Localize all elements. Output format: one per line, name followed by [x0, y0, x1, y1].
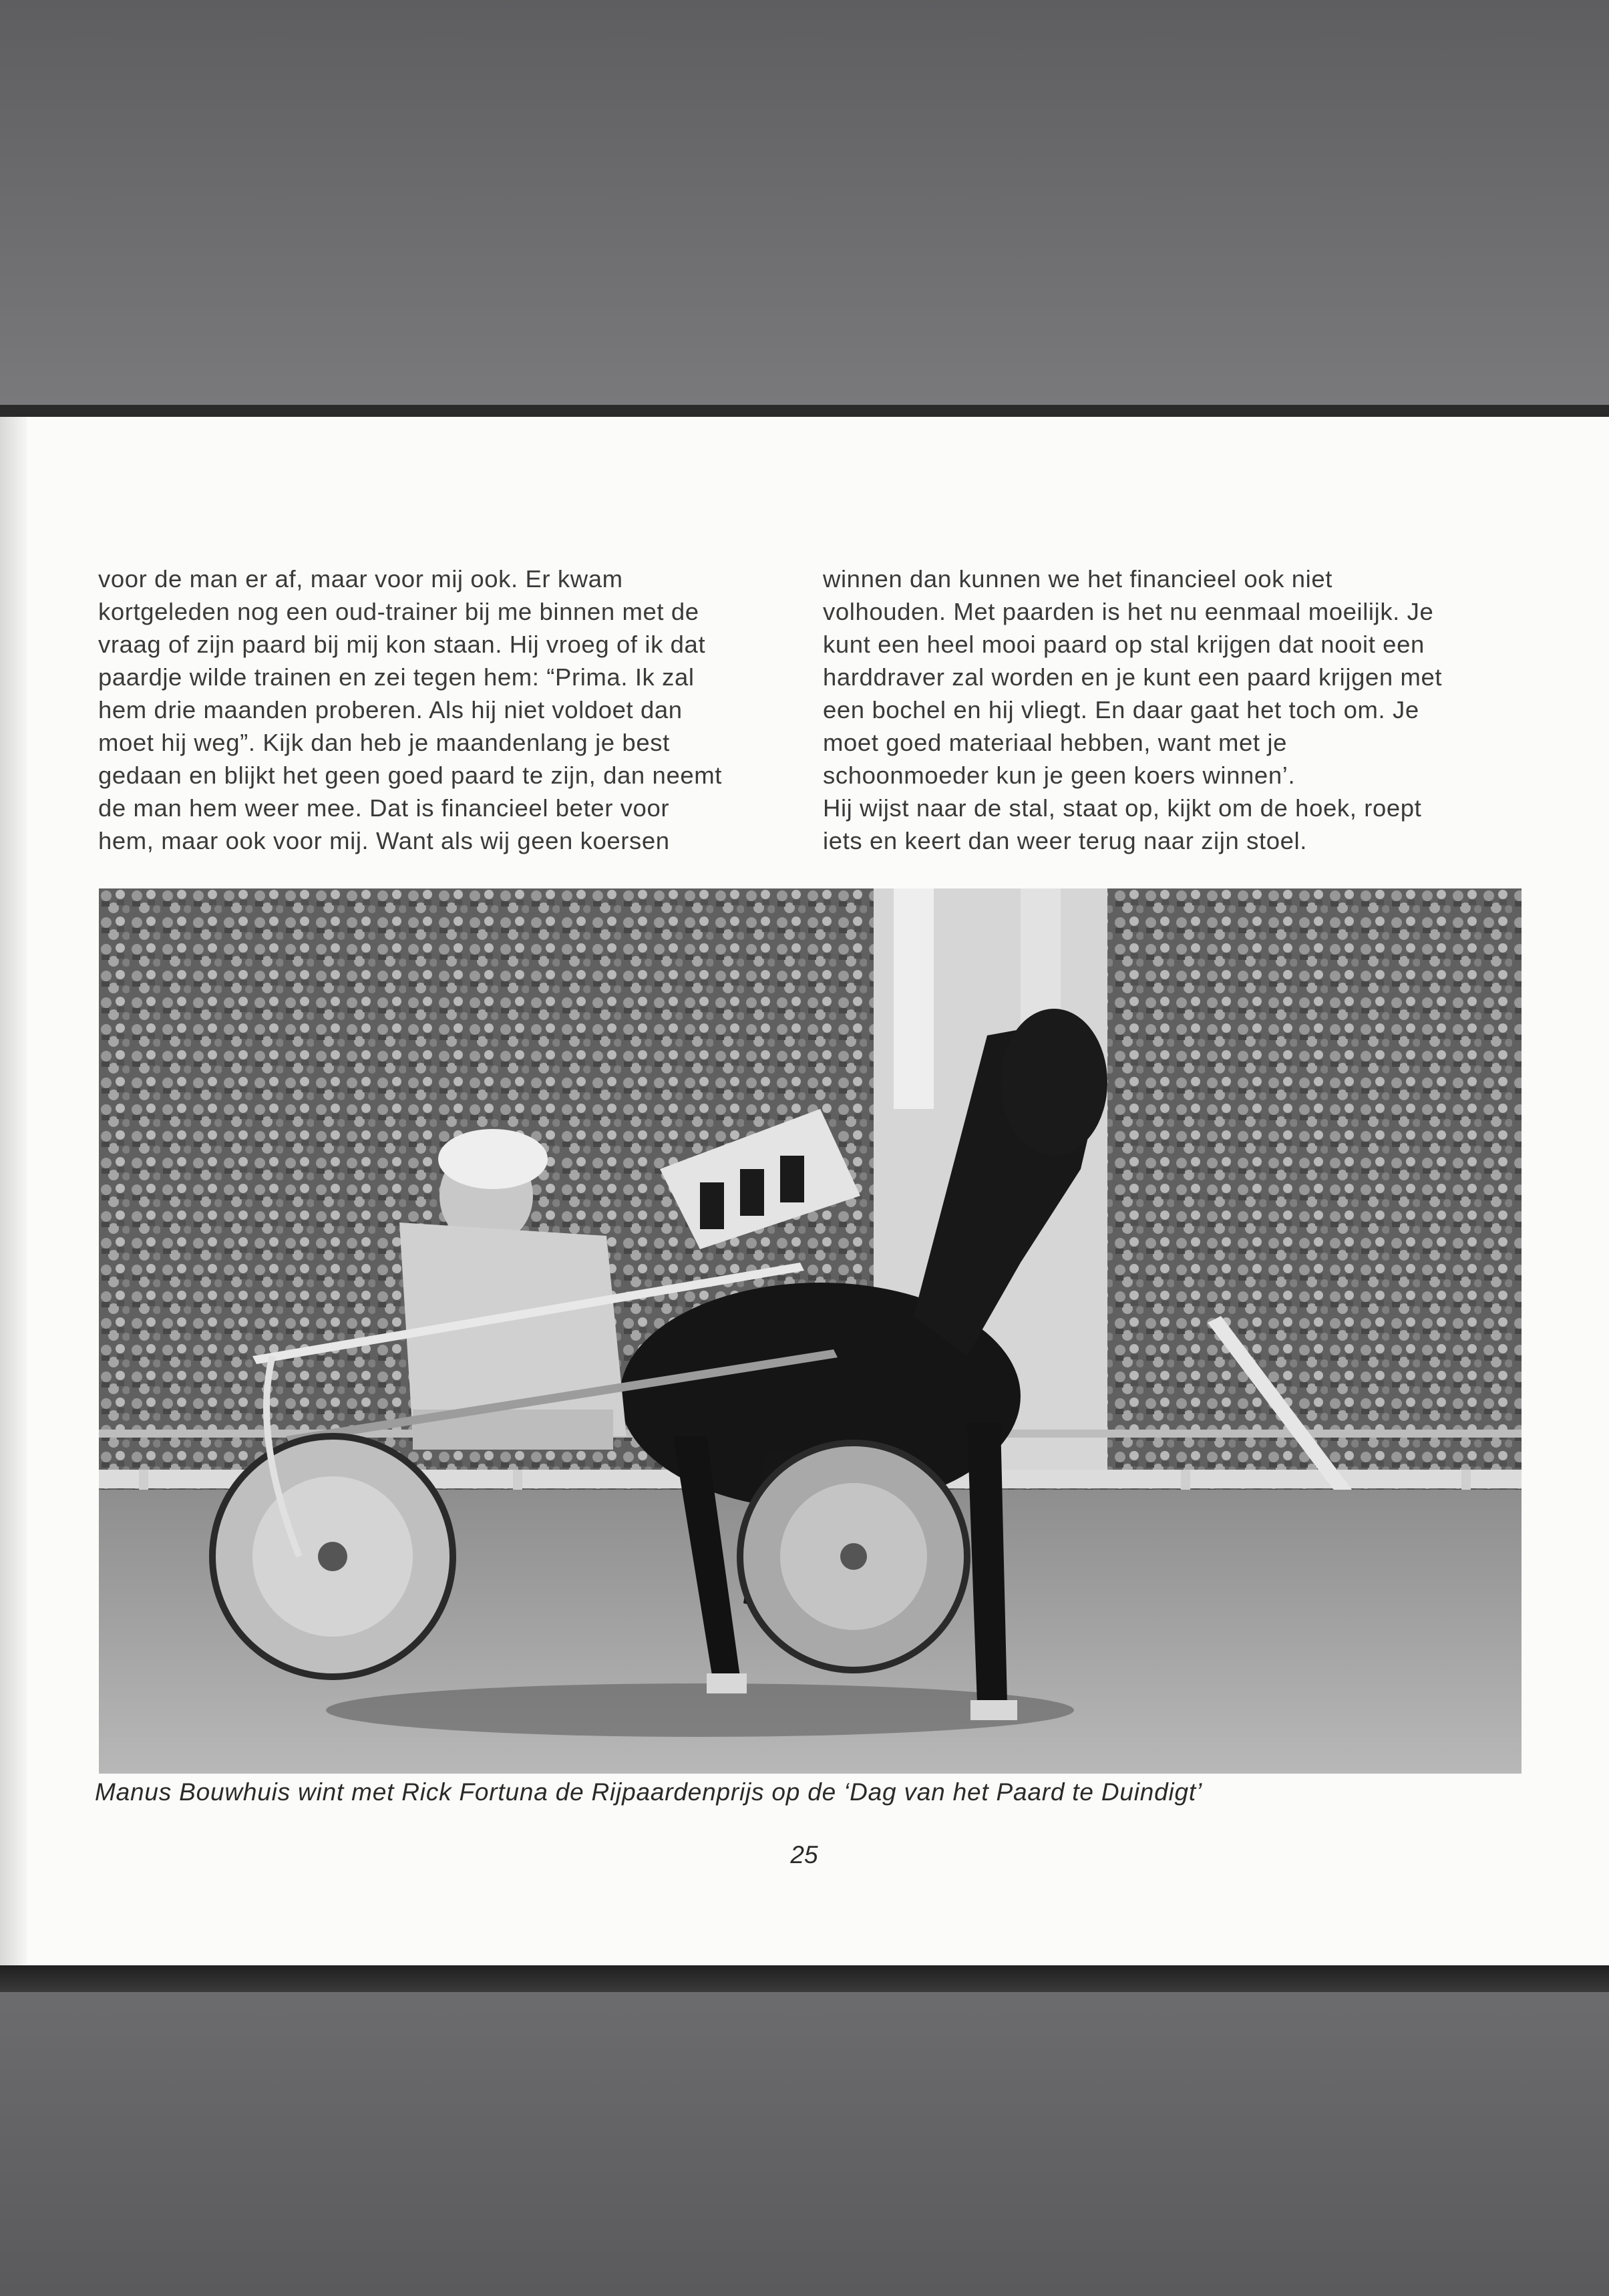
text-line: de man hem weer mee. Dat is financieel beter voor — [98, 794, 670, 822]
text-line: vraag of zijn paard bij mij kon staan. Hij vroeg of ik dat — [98, 631, 706, 658]
background-top — [0, 0, 1609, 416]
text-line: gedaan en blijkt het geen goed paard te zijn, dan neemt — [98, 762, 723, 789]
text-line: hem drie maanden proberen. Als hij niet voldoet dan — [98, 696, 683, 723]
race-photo — [99, 888, 1522, 1774]
text-line: hem, maar ook voor mij. Want als wij geen koersen — [98, 827, 670, 854]
text-line: een bochel en hij vliegt. En daar gaat het toch om. Je — [823, 696, 1419, 723]
text-line: Hij wijst naar de stal, staat op, kijkt om de hoek, roept — [823, 794, 1422, 822]
background-bottom — [0, 1991, 1609, 2296]
text-line: moet hij weg”. Kijk dan heb je maandenlang je best — [98, 729, 670, 756]
photo-caption: Manus Bouwhuis wint met Rick Fortuna de Rijpaardenprijs op de ‘Dag van het Paard te Duindigt’ — [95, 1778, 1203, 1806]
text-line: moet goed materiaal hebben, want met je — [823, 729, 1287, 756]
text-line: winnen dan kunnen we het financieel ook niet — [823, 565, 1333, 593]
text-line: kunt een heel mooi paard op stal krijgen dat nooit een — [823, 631, 1425, 658]
right-text-column — [823, 562, 1531, 857]
text-line: schoonmoeder kun je geen koers winnen’. — [823, 762, 1296, 789]
left-text-column — [98, 562, 806, 857]
page-number: 25 — [790, 1841, 818, 1868]
text-line: volhouden. Met paarden is het nu eenmaal moeilijk. Je — [823, 598, 1434, 625]
text-line: kortgeleden nog een oud-trainer bij me binnen met de — [98, 598, 699, 625]
page-gutter-shadow — [0, 417, 27, 1968]
text-line: iets en keert dan weer terug naar zijn stoel. — [823, 827, 1307, 854]
text-line: harddraver zal worden en je kunt een paard krijgen met — [823, 663, 1443, 691]
book-bottom-edge — [0, 1965, 1609, 1992]
text-line: voor de man er af, maar voor mij ook. Er kwam — [98, 565, 623, 593]
text-line: paardje wilde trainen en zei tegen hem: “Prima. Ik zal — [98, 663, 695, 691]
